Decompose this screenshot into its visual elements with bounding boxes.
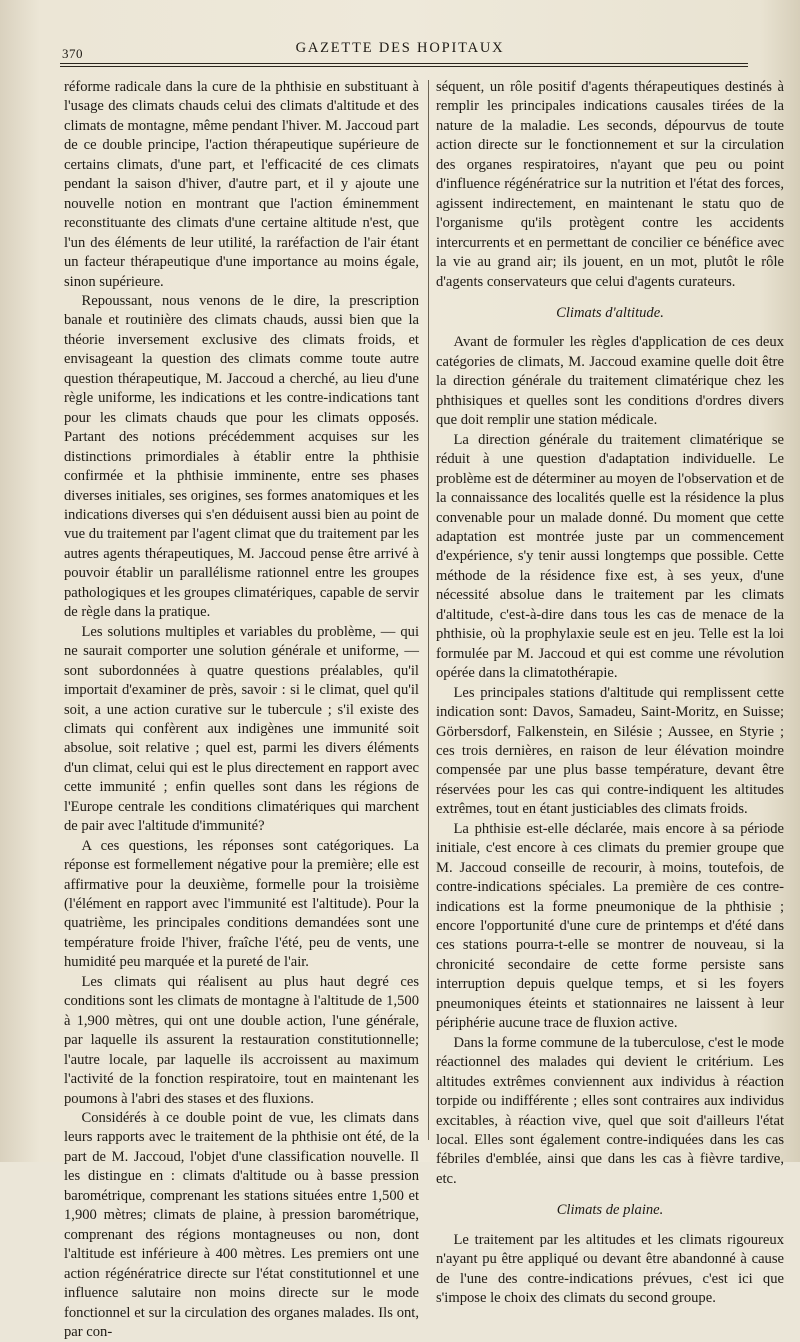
paragraph: réforme radicale dans la cure de la phthisie en substituant à l'usage des climats chauds celui des climats d'altitude et des climats de montagne, même pendant l'hiver. M. Jaccoud part de ce double principe, l'action thérapeutique supérieure de certains climats, d'une part, et l'efficacité de ces climats pendant la saison d'hiver, d'autre part, et il y ajoute une nouvelle notion en montrant que l'action éminemment reconstituante des climats d'une certaine altitude n'est, que l'un des éléments de leur utilité, la raréfaction de l'air étant un facteur thérapeutique d'une importance au moins égale, sinon supérieure. bbox=[64, 79, 419, 290]
paragraph: Avant de formuler les règles d'application de ces deux catégories de climats, M. Jaccoud examine quelle doit être la direction générale du traitement climatérique chez les phthisiques et quelles sont les conditions d'ordres divers que doit remplir une station médicale. bbox=[436, 334, 784, 429]
page-number: 370 bbox=[62, 46, 83, 61]
paragraph: Considérés à ce double point de vue, les climats dans leurs rapports avec le traitement de la phthisie ont été, de la part de M. Jaccoud, l'objet d'une classification nouvelle. Il les distingue en : climats d'altitude ou à basse pression barométrique, comprenant les stations situées entre 1,500 et 1,900 mètres; climats de plaine, à pression barométrique, comprenant des régions montagneuses ou non, dont l'altitude est inférieure à 400 mètres. Les premiers ont une action régénératrice directe sur l'état constitutionnel et une influence salutaire non moins directe sur le mode fonctionnel et sur la circulation des organes malades. Ils ont, par con- bbox=[64, 1110, 419, 1340]
paragraph: Repoussant, nous venons de le dire, la prescription banale et routinière des climats chauds, aussi bien que la théorie inversement exclusive des climats froids, et envisageant la question des climats comme toute autre question thérapeutique, M. Jaccoud a cherché, au lieu d'une règle uniforme, les indications et les contre-indications tant pour les climats chauds que pour les climats opposés. Partant des notions précédemment acquises sur les distinctions primordiales à établir entre la phthisie confirmée et la phthisie imminente, entre ses phases diverses initiales, ses origines, ses formes anatomiques et les indications diverses qui s'en déduisent aussi bien au point de vue du traitement par l'agent climat que du traitement par les autres agents thérapeutiques, M. Jaccoud pense être arrivé à pouvoir établir un parallélisme rationnel entre les groupes pathologiques et les groupes climatériques, capable de servir de règle dans la pratique. bbox=[64, 292, 419, 621]
section-heading-altitude: Climats d'altitude. bbox=[556, 304, 664, 321]
right-column bbox=[436, 78, 784, 1309]
running-title: GAZETTE DES HOPITAUX bbox=[295, 40, 505, 56]
paragraph: Les climats qui réalisent au plus haut degré ces conditions sont les climats de montagne à l'altitude de 1,500 à 1,900 mètres, qui ont une double action, l'une générale, par laquelle ils assurent la restauration constitutionnelle; l'autre locale, par laquelle ils accroissent au maximum l'activité de la fonction respiratoire, tout en maintenant les poumons à l'abri des stases et des fluxions. bbox=[64, 973, 419, 1107]
paragraph: Les principales stations d'altitude qui remplissent cette indication sont: Davos, Samadeu, Saint-Moritz, en Suisse; Görbersdorf, Falkenstein, en Silésie ; Aussee, en Styrie ; ces trois dernières, en raison de leur élévation moindre compensée par une plus basse température, devant être réservées pour les cas qui contre-indiquent les altitudes extrêmes, tout en étant justiciables des climats froids. bbox=[436, 684, 784, 818]
section-heading-plaine: Climats de plaine. bbox=[556, 1202, 664, 1219]
column-divider bbox=[428, 80, 429, 1140]
left-column bbox=[64, 78, 419, 1342]
paragraph: séquent, un rôle positif d'agents thérapeutiques destinés à remplir les principales indications causales tirées de la nature de la maladie. Les seconds, dépourvus de toute action directe sur le fonctionnement et sur la circulation des organes respiratoires, n'ayant que peu ou point d'influence régénératrice sur la nutrition et l'état des forces, agissent indirectement, en maintenant le statu quo de l'organisme qu'ils protègent contre les accidents intercurrents et en permettant de concilier ce bénéfice avec la vie au grand air; ils jouent, en un mot, plutôt le rôle d'agents conservateurs que celui d'agents curateurs. bbox=[436, 79, 784, 290]
paragraph: La direction générale du traitement climatérique se réduit à une question d'adaptation individuelle. Le problème est de déterminer au moyen de l'observation et de la connaissance des localités quelle est la résidence la plus convenable pour un malade donné. Du moment que cette adaptation est montrée juste par un commencement d'expérience, s'y tenir aussi longtemps que possible. Cette méthode de la résidence fixe est, à ses yeux, d'une nécessité absolue dans le traitement par les climats d'altitude, c'est-à-dire dans tous les cas de menace de la phthisie, où la prophylaxie seule est en jeu. Telle est la loi formulée par M. Jaccoud et qui est comme une révolution opérée dans la climatothérapie. bbox=[436, 431, 784, 682]
paragraph: Les solutions multiples et variables du problème, — qui ne saurait comporter une solution générale et uniforme, — sont subordonnées à quatre questions préalables, qu'il importait d'examiner de près, savoir : si le climat, quel qu'il soit, a une action curative sur le tubercule ; s'il existe des climats qui confèrent aux indigènes une immunité soit absolue, soit relative ; quel est, parmi les divers éléments d'un climat, celui qui est le plus directement en rapport avec cette immunité ; enfin quelles sont dans les régions de l'Europe centrale les conditions climatériques qui marchent de pair avec l'altitude d'immunité? bbox=[64, 623, 419, 835]
paragraph: Le traitement par les altitudes et les climats rigoureux n'ayant pu être appliqué ou devant être abandonné à cause de l'une des contre-indications prévues, c'est ici que s'impose le choix des climats du second groupe. bbox=[436, 1231, 784, 1307]
paragraph: A ces questions, les réponses sont catégoriques. La réponse est formellement négative pour la première; elle est affirmative pour la deuxième, formelle pour la troisième (l'élément en rapport avec l'immunité est l'altitude). Pour la quatrième, les principales conditions demandées sont une température froide l'hiver, fraîche l'été, peu de vents, une humidité peu marquée et la pureté de l'air. bbox=[64, 837, 419, 971]
header-rule bbox=[60, 63, 748, 67]
paragraph: La phthisie est-elle déclarée, mais encore à sa période initiale, c'est encore à ces climats du premier groupe que M. Jaccoud conseille de recourir, à moins, toutefois, de contre-indications spéciales. La première de ces contre-indications est la forme pneumonique de la phthisie ; encore l'opportunité d'une cure de printemps et d'été dans ces stations pourra-t-elle se montrer de nouveau, si la chronicité secondaire de cette forme persiste sans interruption depuis quelque temps, et si les foyers pneumoniques éteints et stationnaires ne laissent à leur périphérie aucune trace de fluxion active. bbox=[436, 820, 784, 1032]
paragraph: Dans la forme commune de la tuberculose, c'est le mode réactionnel des malades qui devient le critérium. Les altitudes extrêmes conviennent aux individus à réaction torpide ou indifférente ; elles sont contraires aux individus excitables, à réaction vive, quel que soit d'ailleurs l'état local. Elles sont également contre-indiquées dans les cas fébriles d'emblée, ainsi que dans les cas à fièvre tardive, etc. bbox=[436, 1034, 784, 1187]
